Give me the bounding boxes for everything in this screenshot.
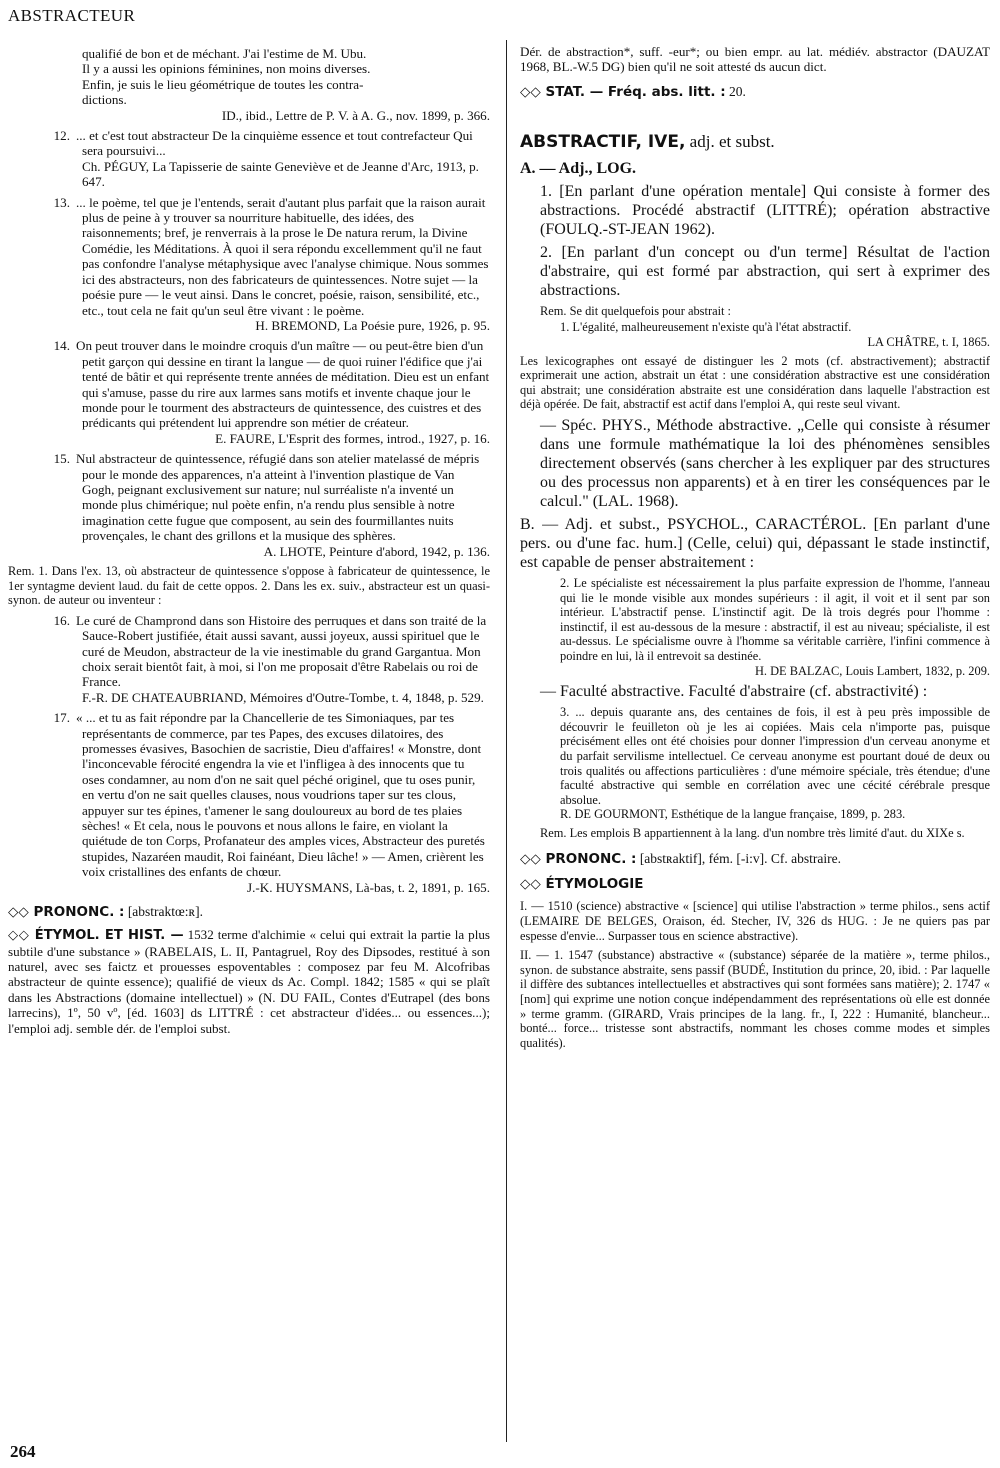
intro-line: Il y a aussi les opinions féminines, non moins diverses. bbox=[82, 61, 371, 77]
quote-source: F.-R. DE CHATEAUBRIAND, Mémoires d'Outre-Tombe, t. 4, 1848, p. 529. bbox=[82, 689, 484, 705]
lexicographers-note: Les lexicographes ont essayé de distinguer les 2 mots (cf. abstractivement); abstractif exprimerait une action, abstrait un état : une considération abstractive est une considération qui abstrait; une considération abstraite est une considération dans laquelle l'abstraction est déjà opérée. De fait, abstractif est actif dans l'emploi A, qui reste seul vivant. bbox=[520, 353, 990, 412]
special-sense: — Spéc. PHYS., Méthode abstractive. „Celle qui consiste à résumer dans une formule mathématique la loi des phénomènes sensibles directement observés (sans chercher à les expliquer par des structures ou des processus non apparents) et à en tirer les conséquences par le calcul." (LAL. 1968). bbox=[540, 416, 990, 510]
quote-source: H. BREMOND, La Poésie pure, 1926, p. 95. bbox=[255, 317, 490, 333]
quote-12: 12. ... et c'est tout abstracteur De la cinquième essence et tout contrefacteur Qui sera poursuivi... Ch. PÉGUY, La Tapisserie de sainte Geneviève et de Jeanne d'Arc, 1913, p. 647. bbox=[8, 128, 490, 190]
headword: ABSTRACTIF, IVE, adj. et subst. bbox=[520, 131, 775, 152]
quote-13: 13. ... le poème, tel que je l'entends, serait d'autant plus parfait que la raison aurait plus de peine à y trouver sa nourriture habituelle, des idées, des raisonnements; bref, je renverrais à la prose le De natura rerum, la Divine Comédie, les Méditations. À quoi il sera répondu excellemment qu'il ne faut pas confondre l'analyse métaphysique avec l'analyse chimique. Nous sommes ici des abstracteurs, non des fabricateurs de quintessences. Notre sujet — la poésie pure — le veut ainsi. Dans le concret, poésie, raison, sensibilité, etc., etc., tout cela ne fait qu'un seul être vivant : le poème. H. BREMOND, La Poésie pure, 1926, p. 95. bbox=[53, 194, 490, 333]
quote-source: ID., ibid., Lettre de P. V. à A. G., nov. 1899, p. 366. bbox=[221, 107, 490, 123]
faculty-sense: — Faculté abstractive. Faculté d'abstraire (cf. abstractivité) : bbox=[540, 683, 928, 701]
quote-15: 15. Nul abstracteur de quintessence, réfugié dans son atelier matelassé de mépris pour le monde des apparences, n'a atteint à l'invention plastique de Van Gogh, peignant exclusivement sur nature; nul surréaliste n'a inventé un monde plus chimérique; nul poète enfin, n'a rendu plus sensible à notre imagination cette fugue que composent, au sein des fourmillantes nuits provençales, le chant des grillons et la musique des sphères. A. LHOTE, Peinture d'abord, 1942, p. 136. bbox=[53, 451, 490, 559]
intro-line: qualifié de bon et de méchant. J'ai l'estime de M. Ubu. bbox=[82, 46, 367, 61]
quote-16: 16. Le curé de Champrond dans son Histoire des perruques et dans son traité de la Sauce-Robert justifiée, était aussi savant, aussi joyeux, aussi spirituel que le curé de Meudon, abstracteur de la vie inestimable du grand Gargantua. Mon choix serait bientôt fait, à moi, si l'on me proposait d'être Rabelais ou roi de France. F.-R. DE CHATEAUBRIAND, Mémoires d'Outre-Tombe, t. 4, 1848, p. 529. bbox=[8, 613, 490, 705]
quote-source: J.-K. HUYSMANS, Là-bas, t. 2, 1891, p. 165. bbox=[247, 879, 490, 895]
quote-14: 14. On peut trouver dans le moindre croquis d'un maître — ou peut-être bien d'un petit garçon qui dessine en tirant la langue — de quoi ruiner l'édifice que j'ai tenté de bâtir et qui représente trente années de méditation. Dieu est un enfant qui s'amuse, passe du rire aux larmes sans motifs et invente chaque jour le monde pour le tourment des abstracteurs de quintessence, des cuistres et des prédicants qui prétendent lui apprendre son métier de créateur. E. FAURE, L'Esprit des formes, introd., 1927, p. 16. bbox=[53, 338, 490, 446]
remark-a: Rem. Se dit quelquefois pour abstrait : bbox=[540, 303, 731, 318]
remark-b: Rem. Les emplois B appartiennent à la lang. d'un nombre très limité d'aut. du XIXe s. bbox=[540, 825, 965, 840]
prononc-section: ◇◇ PRONONC. : [abstraktœ:ʀ]. bbox=[8, 904, 203, 921]
intro-line: dictions. bbox=[82, 92, 127, 108]
quote-source: E. FAURE, L'Esprit des formes, introd., 1927, p. 16. bbox=[215, 430, 490, 446]
quote-r2: 2. Le spécialiste est nécessairement la plus parfaite expression de l'homme, l'anneau qui lie le monde visible aux mondes supérieurs : il agit, il voit et il sent par son intérieur. L'abstractif pense. L'instinctif agit. De là trois degrés pour l'homme : instinctif, il est au-dessous de la mesure : abstractif, il est au niveau; spécialiste, il est au-dessus. Le spécialisme ouvre à l'homme sa véritable carrière, l'infini commence à poindre en lui, là il entrevoit sa destinée. H. DE BALZAC, Louis Lambert, 1832, p. 209. bbox=[560, 575, 990, 678]
remark: Rem. 1. Dans l'ex. 13, où abstracteur de quintessence s'oppose à fabricateur de quintessence, le 1er syntagme devient laud. du fait de cette oppos. 2. Dans les ex. suiv., abstracteur est un quasi-synon. de auteur ou inventeur : bbox=[8, 564, 490, 608]
derivation-note: Dér. de abstraction*, suff. -eur*; ou bien empr. au lat. médiév. abstractor (DAUZAT 1968, BL.-W.5 DG) bien qu'il ne soit attesté ds aucun dict. bbox=[520, 44, 990, 75]
stat-section: ◇◇ STAT. — Fréq. abs. litt. : 20. bbox=[520, 83, 746, 100]
left-column bbox=[8, 46, 490, 1041]
sense-a1: 1. [En parlant d'une opération mentale] Qui consiste à former des abstractions. Procédé abstractif (LITTRÉ); opération abstractive (FOULQ.-ST-JEAN 1962). bbox=[540, 182, 990, 238]
section-a: A. — Adj., LOG. bbox=[520, 159, 637, 177]
section-b: B. — Adj. et subst., PSYCHOL., CARACTÉROL. [En parlant d'une pers. ou d'une fac. hum.] (Celle, celui) qui, dépassant le stade instinctif, est capable de penser abstraitement : bbox=[520, 515, 990, 571]
etymology-section: ◇◇ ÉTYMOL. ET HIST. — 1532 terme d'alchimie « celui qui extrait la partie la plus subtile d'une substance » (RABELAIS, L. II, Pantagruel, Roy des Dipsodes, restitué à son naturel, avec ses faictz et prouesses espoventables : composez par feu M. Alcofribas abstracteur de quinte essence); qualifié de vieux ds Ac. Compl. 1842; 1585 « qui se plaît dans les Abstractions (domaine intellectuel) » (N. DU FAIL, Contes d'Eutrapel (des bons larrecins), 1º, 50 vº, [éd. 1603] ds LITTRÉ : cet abstracteur d'idées... ou essences...); l'emploi adj. semble dér. de l'emploi subst. bbox=[8, 927, 490, 1036]
intro-quote bbox=[8, 46, 490, 123]
quote-r1: 1. L'égalité, malheureusement n'existe qu'à l'état abstractif. LA CHÂTRE, t. I, 1865. bbox=[560, 320, 990, 349]
etymology-heading: ◇◇ ÉTYMOLOGIE bbox=[520, 876, 644, 893]
quote-17: 17. « ... et tu as fait répondre par la Chancellerie de tes Simoniaques, par tes représentants de commerce, par tes Papes, des excuses dilatoires, des promesses évasives, Basochien de sacristie, Dieu d'affaires! « Monstre, dont l'inconcevable férocité engendra la vie et l'infligea à des innocents que tu oses condamner, au nom d'on ne sait quel péché originel, que tu oses punir, en vertu d'on ne sait quelles clauses, nous voudrions taper sur tes clous, appuyer sur tes épines, t'amener le sang douloureux au bord de tes plaies sèches! « Et cela, nous le pouvons et nous allons le faire, en violant la quiétude de ton Corps, Profanateur des amples vices, Abstracteur des puretés stupides, Nazaréen maudit, Roi fainéant, Dieu lâche! » — Amen, crièrent les voix cristallines des enfants de chœur. J.-K. HUYSMANS, Là-bas, t. 2, 1891, p. 165. bbox=[53, 710, 490, 895]
sense-a2: 2. [En parlant d'un concept ou d'un terme] Résultat de l'action d'abstraire, qui est formé par abstraction, qui sert à exprimer des abstractions. bbox=[540, 243, 990, 299]
intro-line: Enfin, je suis le lieu géométrique de toutes les contra- bbox=[82, 76, 364, 92]
quote-r3: 3. ... depuis quarante ans, des centaines de fois, il est à peu près impossible de découvrir le feuilleton où je les ai copiées. Mais cela n'importe pas, puisque précisément elles ont été choisies pour donner l'impression d'un cerveau anonyme et du parfait servilisme intellectuel. Ce cerveau anonyme est pourtant doué de deux ou trois qualités ou affections particulières : d'une mémoire spéciale, très étendue; d'une faculté abstractive qui semble en corrélation avec une cécité cérébrale presque absolue. R. DE GOURMONT, Esthétique de la langue française, 1899, p. 283. bbox=[560, 705, 990, 822]
right-column bbox=[520, 44, 990, 1050]
column-divider bbox=[506, 40, 507, 1442]
prononc-section: ◇◇ PRONONC. : [abstʀaktif], fém. [-i:v]. Cf. abstraire. bbox=[520, 851, 841, 868]
etymology-ii: II. — 1. 1547 (substance) abstractive « (substance) séparée de la matière », terme philos., synon. de substance abstraite, sens passif (BUDÉ, Institution du prince, 20, ibid. : Par laquelle il diffère des subtances intellectuelles et abstractives qui sont formées sans matière); 2. 1747 « [nom] qui exprime une notion conçue indépendamment des représentations où elle est donnée » terme gramm. (GIRARD, Vrais principes de la lang. fr., I, 222 : Humanité, blancheur... bonté... force... tristesse sont abstractifs, nommant les choses comme modes et simples qualités). bbox=[520, 948, 990, 1050]
etymology-i: I. — 1510 (science) abstractive « [science] qui utilise l'abstraction » terme philos., sens actif (LEMAIRE DE BELGES, Oraison, éd. Stecher, IV, 326 ds HUG. : Je ne quiers pas par espesse d'envie... Surpasser tous en science abstractive). bbox=[520, 899, 990, 943]
page-number: 264 bbox=[10, 1442, 36, 1461]
quote-source: A. LHOTE, Peinture d'abord, 1942, p. 136. bbox=[263, 543, 490, 559]
quote-source: Ch. PÉGUY, La Tapisserie de sainte Geneviève et de Jeanne d'Arc, 1913, p. 647. bbox=[82, 158, 479, 190]
running-head: ABSTRACTEUR bbox=[8, 6, 136, 25]
